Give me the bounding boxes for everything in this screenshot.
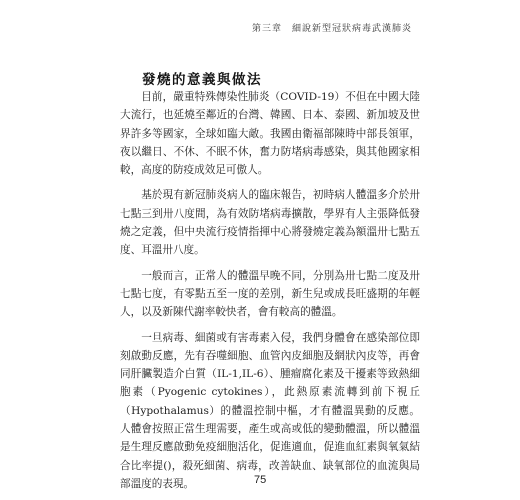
running-header (252, 21, 412, 34)
chapter-title: 細說新型冠狀病毒武漢肺炎 (291, 24, 412, 34)
paragraph: 基於現有新冠肺炎病人的臨床報告，初時病人體溫多介於卅七點三到卅八度間，為有效防堵病毒擴散，學界有人主張降低發燒之定義，但中央流行疫情指揮中心將發燒定義為額溫卅七點五度、耳溫卅八度。 (120, 189, 420, 257)
chapter-label: 第三章 (251, 24, 282, 34)
paragraph: 一旦病毒、細菌或有害毒素入侵，我們身體會在感染部位即刻啟動反應，先有吞噬細胞、血管內皮細胞及網狀內皮等，再會同肝臟製造介白質（IL-1,IL-6）、腫瘤腐化素及干擾素等致熱細胞素（Pyogenic cytokines），此熱原素流轉到前下視丘（Hypothalamus）的體溫控制中樞，才有體溫異動的反應。人體會按照正當生理需要，產生或高或低的變動體溫，所以體溫是生理反應啟動免疫細胞活化，促進適血，促進血紅素與氧氣結合比率提()，殺死細菌、病毒，改善缺血、缺氧部位的血流與局部溫度的表現。 (120, 331, 420, 490)
page-number: 75 (254, 474, 267, 486)
body-text (120, 88, 420, 500)
paragraph: 目前，嚴重特殊傳染性肺炎（COVID-19）不但在中國大陸大流行，也延燒至鄰近的台灣、韓國、日本、泰國、新加坡及世界許多等國家，全球如臨大敵。我國由衛福部陳時中部長領軍，夜以繼日、不休、不眠不休，奮力防堵病毒感染，與其他國家相較，高度的防疫成效足可傲人。 (120, 91, 420, 177)
paragraph: 一般而言，正常人的體溫早晚不同，分別為卅七點二度及卅七點七度，有零點五至一度的差別，新生兒或成長旺盛期的年輕人，以及新陳代謝率較快者，會有較高的體溫。 (120, 269, 420, 319)
section-title: 發燒的意義與做法 (142, 72, 262, 88)
